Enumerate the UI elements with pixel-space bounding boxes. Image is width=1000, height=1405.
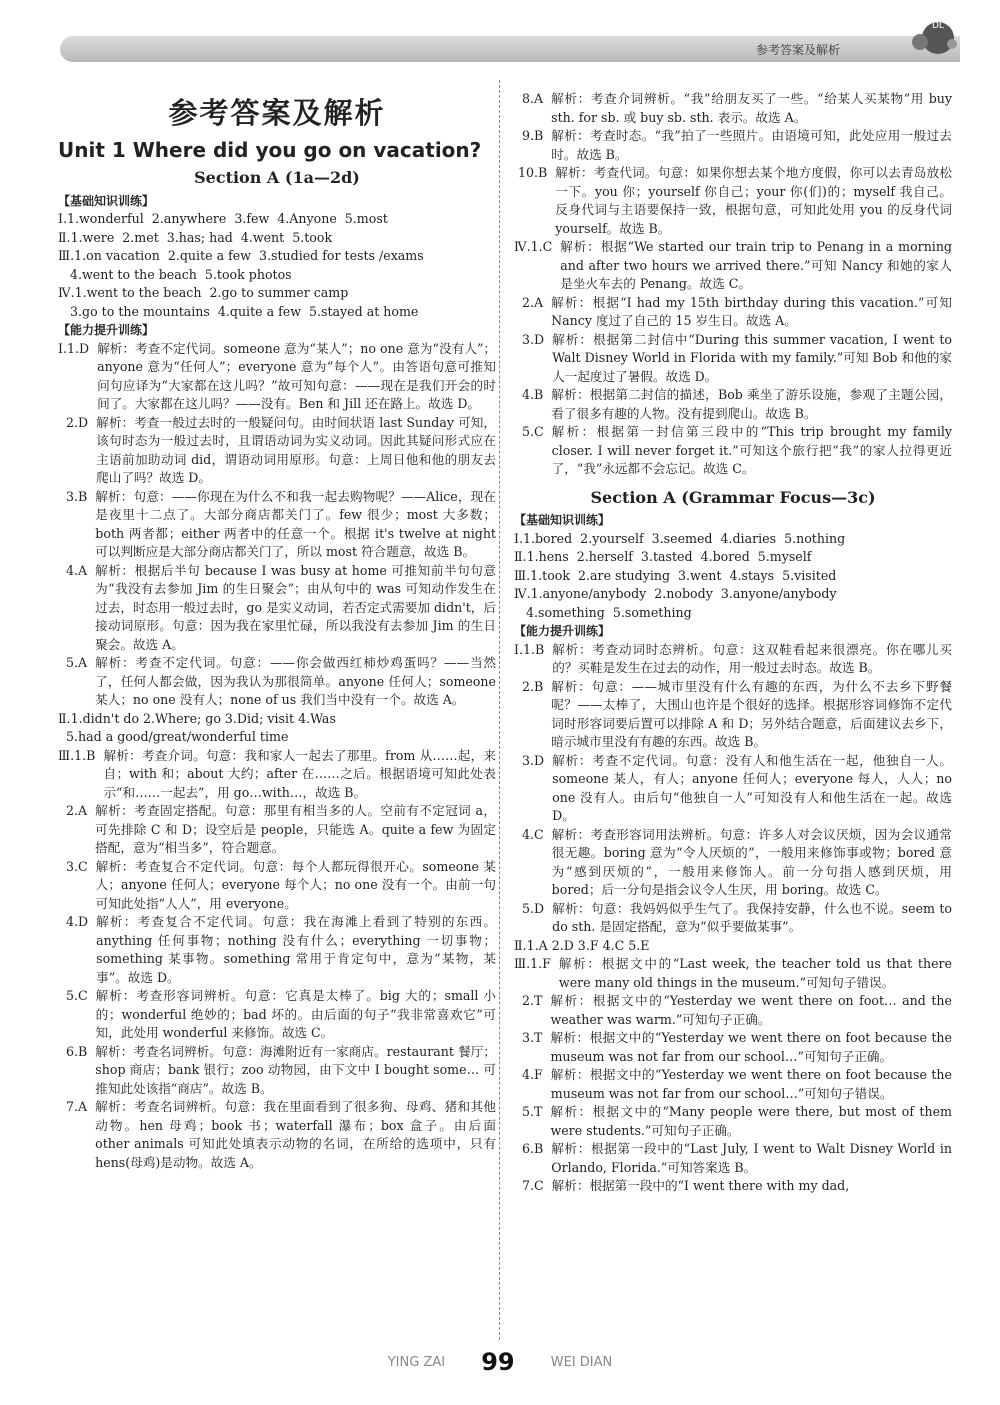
page-title: 参考答案及解析 xyxy=(168,96,386,130)
answer-line: Ⅰ.1.wonderful 2.anywhere 3.few 4.Anyone 5.most xyxy=(58,211,388,226)
answer-line: 4.something 5.something xyxy=(514,604,692,620)
item-number: 5.T xyxy=(514,1104,551,1119)
answer-line: Ⅳ.1.went to the beach 2.go to summer camp xyxy=(58,285,349,300)
item-explanation: 解析：句意：——城市里没有什么有趣的东西，为什么不去乡下野餐呢？——太棒了，大围山也许是个很好的选择。根据形容词修饰不定代词时形容词要后置可以排除 A 和 D；另外结合题意，后面建议去乡下，暗示城市里没有有趣的东西。故选 B。 xyxy=(551,678,952,749)
answer-item xyxy=(514,294,952,331)
item-number: Ⅳ.1.C xyxy=(514,239,561,254)
item-explanation: 解析：考查名词辨析。句意：海滩附近有一家商店。restaurant 餐厅；shop 商店；bank 银行；zoo 动物园，由下文中 I bought some… 可推知此处该指“商店”。故选 B。 xyxy=(95,1043,496,1096)
answer-line: Ⅱ.1.hens 2.herself 3.tasted 4.bored 5.myself xyxy=(514,549,812,564)
ability-training-header: 【能力提升训练】 xyxy=(58,323,155,337)
item-number: 5.C xyxy=(514,424,552,439)
item-number: 2.T xyxy=(514,993,551,1008)
item-number: 5.D xyxy=(514,900,553,916)
answer-item xyxy=(58,562,496,655)
ability-training-header: 【能力提升训练】 xyxy=(514,624,611,638)
item-explanation: 解析：根据第二封信的描述，Bob 乘坐了游乐设施，参观了主题公园，看了很多有趣的人物。没有提到爬山。故选 B。 xyxy=(551,387,952,421)
unit-title: Unit 1 Where did you go on vacation? xyxy=(58,137,482,162)
item-explanation: 解析：根据后半句 because I was busy at home 可推知前半句句意为“我没有去参加 Jim 的生日聚会”；由从句中的 was 可知动作发生在过去，时态用一般过去时，go 是实义动词，若否定式需要加 didn't，后接动词原形。句意：因为我在家里忙碌，所以我没有去参加 Jim 的生日聚会。故选 A。 xyxy=(95,562,496,652)
item-number: 2.A xyxy=(58,803,96,818)
item-explanation: A 2.D 3.F 4.C 5.E xyxy=(538,937,650,953)
answer-line: Ⅲ.1.took 2.are studying 3.went 4.stays 5.visited xyxy=(514,567,837,583)
item-number: 9.B xyxy=(514,128,552,143)
item-explanation: 解析：根据第二封信中“During this summer vacation, I went to Walt Disney World in Florida with my family.”可知 Bob 和他的家人一起度过了暑假。故选 D。 xyxy=(552,331,952,384)
item-number: Ⅰ.1.B xyxy=(514,641,553,657)
footer-right: WEI DIAN xyxy=(550,1354,613,1370)
left-column xyxy=(58,90,496,1172)
section-title: Section A (1a—2d) xyxy=(194,168,360,187)
answer-item xyxy=(514,752,952,826)
answer-item xyxy=(514,826,952,900)
answer-item xyxy=(58,747,496,803)
answer-item xyxy=(58,728,496,747)
item-number: 5.A xyxy=(58,655,96,670)
answer-item xyxy=(58,710,496,729)
item-number: Ⅱ.1. xyxy=(514,937,539,953)
answer-item xyxy=(514,641,952,678)
basic-answers xyxy=(514,530,952,623)
answer-item xyxy=(58,1098,496,1172)
item-explanation: had a good/great/wonderful time xyxy=(78,729,289,744)
answer-item xyxy=(514,1177,952,1196)
item-number: 10.B xyxy=(514,165,556,180)
item-number: 4.C xyxy=(514,826,552,842)
item-number: Ⅱ.1. xyxy=(58,710,83,726)
answer-list xyxy=(514,90,952,479)
answer-item xyxy=(514,992,952,1029)
answer-item xyxy=(58,987,496,1043)
answer-item xyxy=(514,164,952,238)
answer-line: Ⅰ.1.bored 2.yourself 3.seemed 4.diaries 5.nothing xyxy=(514,530,846,546)
item-number: 2.D xyxy=(58,414,97,430)
item-explanation: 解析：考查形容词辨析。句意：它真是太棒了。big 大的；small 小的；wonderful 绝妙的；bad 坏的。由后面的句子“我非常喜欢它”可知，此处用 wonderful 来修饰。故选 C。 xyxy=(95,988,496,1040)
item-number: Ⅰ.1.D xyxy=(58,340,98,356)
item-explanation: 解析：根据文中的“Last week, the teacher told us that there were many old things in the museum.”可知句子错误。 xyxy=(558,956,952,990)
answer-item xyxy=(58,488,496,562)
item-explanation: 解析：考查形容词用法辨析。句意：许多人对会议厌烦，因为会议通常很无趣。boring 意为“令人厌烦的”，一般用来修饰事或物；bored 意为“感到厌烦的”，一般用来修饰人。前一分句指人感到厌烦，用 bored；后一分句是指会议令人生厌，用 boring。故选 C。 xyxy=(551,826,952,897)
item-number: 5.C xyxy=(58,988,96,1003)
answer-item xyxy=(58,858,496,914)
item-explanation: 解析：根据文中的“Yesterday we went there on foot because the museum was not far from our school…”可知句子错误。 xyxy=(550,1067,952,1101)
item-explanation: 解析：考查不定代词。someone 意为“某人”；no one 意为“没有人”；anyone 意为“任何人”；everyone 意为“每个人”。由答语句意可推知问句应译为“大家都在这儿吗？”故可知句意：——现在是我们开会的时间了。大家都在这儿吗？——没有。Ben 和 Jill 还在路上。故选 D。 xyxy=(97,340,496,411)
answer-item xyxy=(514,423,952,479)
item-explanation: 解析：句意：——你现在为什么不和我一起去购物呢？——Alice，现在是夜里十二点了。大部分商店都关门了。few 很少；most 大多数；both 两者都；either 两者中的任意一个。根据 it's twelve at night 可以判断应是大部分商店都关门了，所以 most 符合题意，故选 B。 xyxy=(95,488,496,559)
item-number: 4.F xyxy=(514,1067,551,1082)
right-column xyxy=(514,90,952,1196)
item-explanation: 解析：根据文中的“Yesterday we went there on foot… and the weather was warm.”可知句子正确。 xyxy=(550,993,952,1027)
item-explanation: 解析：考查动词时态辨析。句意：这双鞋看起来很漂亮。你在哪儿买的？买鞋是发生在过去的动作，用一般过去时态。故选 B。 xyxy=(552,641,952,675)
item-number: 2.B xyxy=(514,678,552,694)
header-banner xyxy=(60,36,960,62)
answer-item xyxy=(58,654,496,710)
item-explanation: 解析：考查名词辨析。句意：我在里面看到了很多狗、母鸡、猪和其他动物。hen 母鸡；book 书；waterfall 瀑布；box 盒子。由后面 other animals 可知此处填表示动物的名词，在所给的选项中，只有 hens(母鸡)是动物。故选 A。 xyxy=(95,1099,496,1170)
item-explanation: 解析：考查时态。“我”拍了一些照片。由语境可知，此处应用一般过去时。故选 B。 xyxy=(551,128,952,162)
item-number: 3.D xyxy=(514,331,553,347)
item-number: 6.B xyxy=(514,1141,552,1156)
answer-item xyxy=(514,1140,952,1177)
answer-line: 4.went to the beach 5.took photos xyxy=(58,266,292,282)
answer-item xyxy=(514,331,952,387)
answer-line: 3.go to the mountains 4.quite a few 5.stayed at home xyxy=(58,303,419,319)
answer-item xyxy=(58,1043,496,1099)
basic-answers xyxy=(58,210,496,321)
answer-list xyxy=(514,641,952,1196)
item-number: 8.A xyxy=(514,91,552,106)
answer-item xyxy=(58,414,496,488)
item-explanation: 解析：根据文中的“Yesterday we went there on foot because the museum was not far from our school…”可知句子正确。 xyxy=(550,1030,952,1064)
answer-item xyxy=(514,386,952,423)
item-number: 3.C xyxy=(58,858,96,874)
answer-item xyxy=(514,90,952,127)
item-explanation: 解析：考查一般过去时的一般疑问句。由时间状语 last Sunday 可知，该句时态为一般过去时，且谓语动词为实义动词。因此其疑问形式应在主语前加助动词 did，谓语动词用原形。句意：上周日他和他的朋友去爬山了吗？故选 D。 xyxy=(96,414,496,485)
item-number: Ⅲ.1.F xyxy=(514,956,559,971)
item-number: 3.T xyxy=(514,1030,551,1045)
basic-training-header: 【基础知识训练】 xyxy=(58,193,155,208)
item-explanation: 解析：句意：我妈妈似乎生气了。我保持安静，什么也不说。seem to do sth. 是固定搭配，意为“似乎要做某事”。 xyxy=(552,900,952,934)
item-number: 2.A xyxy=(514,294,552,310)
answer-list xyxy=(58,340,496,1173)
footer-left: YING ZAI xyxy=(387,1354,446,1370)
logo-text: DL xyxy=(932,21,944,31)
item-explanation: 解析：考查固定搭配。句意：那里有相当多的人。空前有不定冠词 a，可先排除 C 和 D；设空后是 people，只能选 A。quite a few 为固定搭配，意为“相当多”，符合题意。 xyxy=(95,803,496,855)
item-explanation: 解析：根据第一段中的“I went there with my dad, xyxy=(551,1178,850,1193)
item-number: 6.B xyxy=(58,1043,96,1059)
answer-item xyxy=(58,340,496,414)
item-number: 3.D xyxy=(514,752,553,768)
answer-item xyxy=(514,1029,952,1066)
item-explanation: 解析：考查复合不定代词。句意：每个人都玩得很开心。someone 某人；anyone 任何人；everyone 每个人；no one 没有一个。由前一句可知此处指“人人”，用 everyone。 xyxy=(95,858,496,911)
item-explanation: 解析：考查不定代词。句意：没有人和他生活在一起，他独自一人。someone 某人，有人；anyone 任何人；everyone 每人，人人；no one 没有人。由后句“他独自一人”可知没有人和他生活在一起。故选 D。 xyxy=(552,752,952,823)
item-explanation: 解析：根据文中的“Many people were there, but most of them were students.”可知句子正确。 xyxy=(550,1104,952,1138)
item-explanation: 解析：考查介词辨析。“我”给朋友买了一些。“给某人买某物”用 buy sth. for sb. 或 buy sb. sth. 表示。故选 A。 xyxy=(551,91,952,125)
item-number: 4.D xyxy=(58,914,97,929)
item-number: Ⅲ.1.B xyxy=(58,747,104,763)
item-number: 4.B xyxy=(514,387,552,402)
answer-line: Ⅱ.1.were 2.met 3.has; had 4.went 5.took xyxy=(58,229,333,245)
item-explanation: 解析：根据第一封信第三段中的“This trip brought my family closer. I will never forget it.”可知这个旅行把“我”的家人拉得更近了，“我”永远都不会忘记。故选 C。 xyxy=(551,424,952,476)
brand-logo-icon xyxy=(900,12,960,58)
answer-item xyxy=(514,678,952,752)
item-explanation: didn't do 2.Where; go 3.Did; visit 4.Was xyxy=(82,710,336,726)
answer-item xyxy=(58,802,496,858)
item-explanation: 解析：考查介词。句意：我和家人一起去了那里。from 从……起，来自；with 和；about 大约；after 在……之后。根据语境可知此处表示“和……一起去”，用 go…with…，故选 B。 xyxy=(103,747,496,800)
item-explanation: 解析：考查不定代词。句意：——你会做西红柿炒鸡蛋吗？——当然了，任何人都会做，因为我认为那很简单。anyone 任何人；someone 某人；no one 没有人；none of us 我们当中没有一个。故选 A。 xyxy=(95,655,496,707)
answer-item xyxy=(514,937,952,956)
answer-item xyxy=(514,1066,952,1103)
answer-item xyxy=(514,900,952,937)
header-label: 参考答案及解析 xyxy=(755,43,840,57)
answer-line: Ⅲ.1.on vacation 2.quite a few 3.studied for tests /exams xyxy=(58,248,424,263)
item-explanation: 解析：考查复合不定代词。句意：我在海滩上看到了特别的东西。anything 任何事物；nothing 没有什么；everything 一切事物；something 某事物。something 常用于肯定句中，意为“某物，某事”。故选 D。 xyxy=(96,914,496,985)
basic-training-header: 【基础知识训练】 xyxy=(514,513,611,527)
answer-item xyxy=(58,913,496,987)
item-number: 7.C xyxy=(514,1178,552,1193)
section-title: Section A (Grammar Focus—3c) xyxy=(590,487,876,507)
item-number: 5. xyxy=(58,729,79,744)
answer-item xyxy=(514,127,952,164)
column-divider xyxy=(499,80,500,1340)
item-explanation: 解析：根据第一段中的“Last July, I went to Walt Disney World in Orlando, Florida.”可知答案选 B。 xyxy=(551,1141,952,1175)
item-explanation: 解析：根据“We started our train trip to Penang in a morning and after two hours we arrived there.”可知 Nancy 和她的家人是坐火车去的 Penang。故选 C。 xyxy=(560,239,952,291)
item-number: 3.B xyxy=(58,488,96,504)
page-number: 99 xyxy=(481,1348,515,1376)
answer-item xyxy=(514,238,952,294)
answer-item xyxy=(514,1103,952,1140)
item-number: 4.A xyxy=(58,562,96,578)
answer-item xyxy=(514,955,952,992)
page-footer xyxy=(0,1348,1000,1376)
item-number: 7.A xyxy=(58,1099,96,1114)
answer-line: Ⅳ.1.anyone/anybody 2.nobody 3.anyone/anybody xyxy=(514,586,837,601)
item-explanation: 解析：考查代词。句意：如果你想去某个地方度假，你可以去青岛放松一下。you 你；yourself 你自己；your 你(们)的；myself 我自己。反身代词与主语要保持一致，根据句意，可知此处用 you 的反身代词 yourself。故选 B。 xyxy=(555,165,952,236)
item-explanation: 解析：根据“I had my 15th birthday during this vacation.”可知 Nancy 度过了自己的 15 岁生日。故选 A。 xyxy=(551,294,952,328)
